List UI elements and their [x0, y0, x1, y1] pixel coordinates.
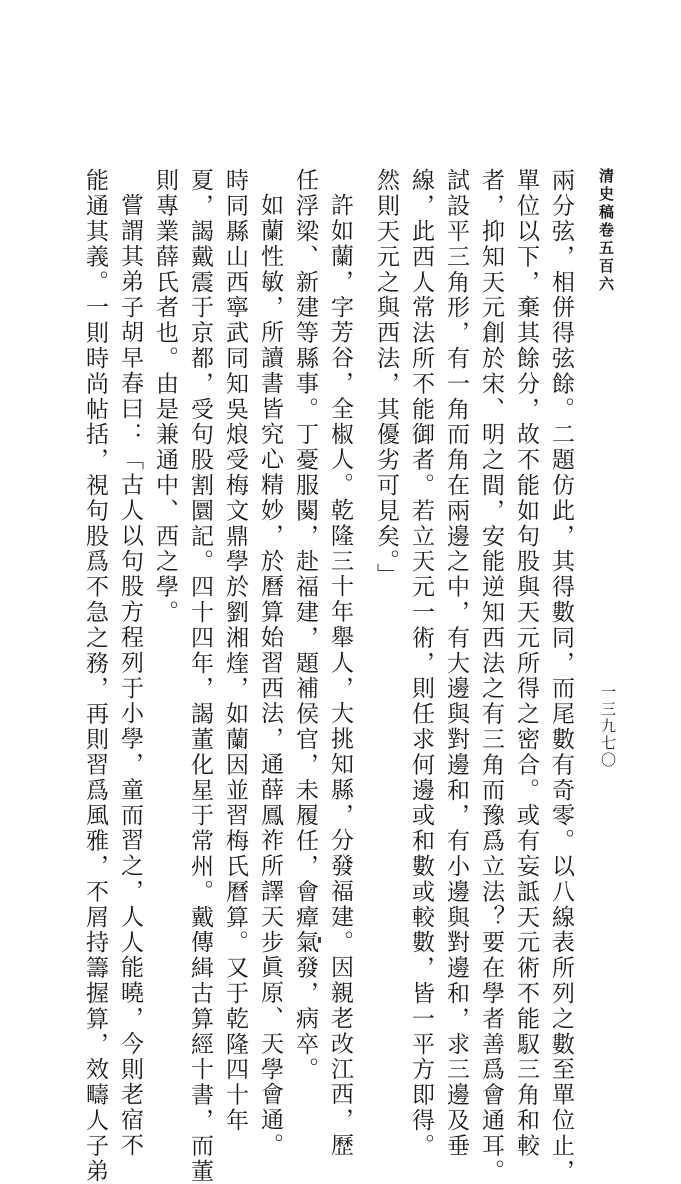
text-column: 然則天元之與西法，其優劣可見矣。」 — [373, 168, 399, 589]
page-number: 一三九七〇 — [599, 684, 617, 769]
text-column: 夏，謁戴震于京都，受句股割圜記。四十四年，謁董化星于常州。戴傳緝古算經十書，而董 — [187, 168, 213, 1184]
text-column: 單位以下，棄其餘分，故不能如句股與天元所得之密合。或有妄詆天元術不能馭三角和較 — [513, 168, 539, 1159]
text-column: 則專業薛氏者也。由是兼通中、西之學。 — [152, 168, 178, 626]
text-column: 兩分弦，相併得弦餘。二題仿此，其得數同，而尾數有奇零。以八線表所列之數至單位止， — [548, 168, 574, 1184]
text-column: 者，抑知天元創於宋、明之間，安能逆知西法之有三角而豫爲立法？要在學者善爲會通耳。 — [478, 168, 504, 1184]
text-column: 許如蘭，字芳谷，全椒人。乾隆三十年舉人，大挑知縣，分發福建。因親老改江西，歷 — [327, 193, 353, 1159]
running-header: 清史稿卷五百六 — [597, 168, 615, 294]
text-column: 如蘭性敏，所讀書皆究心精妙，於曆算始習西法，通薛鳳祚所譯天步眞原、天學會通。 — [257, 193, 283, 1159]
text-column: 能通其義。一則時尚帖括，視句股爲不急之務，再則習爲風雅，不屑持籌握算，效疇人子弟 — [82, 168, 108, 1184]
text-column: 嘗謂其弟子胡早春曰：「古人以句股方程列于小學，童而習之，人人能曉，今則老宿不 — [117, 193, 143, 1159]
text-column: 試設平三角形，有一角而角在兩邊之中，有大邊與對邊和，有小邊與對邊和，求三邊及垂 — [443, 168, 469, 1159]
print-mark — [318, 937, 321, 943]
text-column: 時同縣山西寧武同知吳烺受梅文鼎學於劉湘煃，如蘭因並習梅氏曆算。又于乾隆四十年 — [222, 168, 248, 1134]
text-column: 任浮梁、新建等縣事。丁憂服闋，赴福建，題補侯官，未履任，會瘴氣發，病卒。 — [292, 168, 318, 1083]
text-column: 線，此西人常法所不能御者。若立天元一術，則任求何邊或和數或較數，皆一平方即得。 — [408, 168, 434, 1159]
